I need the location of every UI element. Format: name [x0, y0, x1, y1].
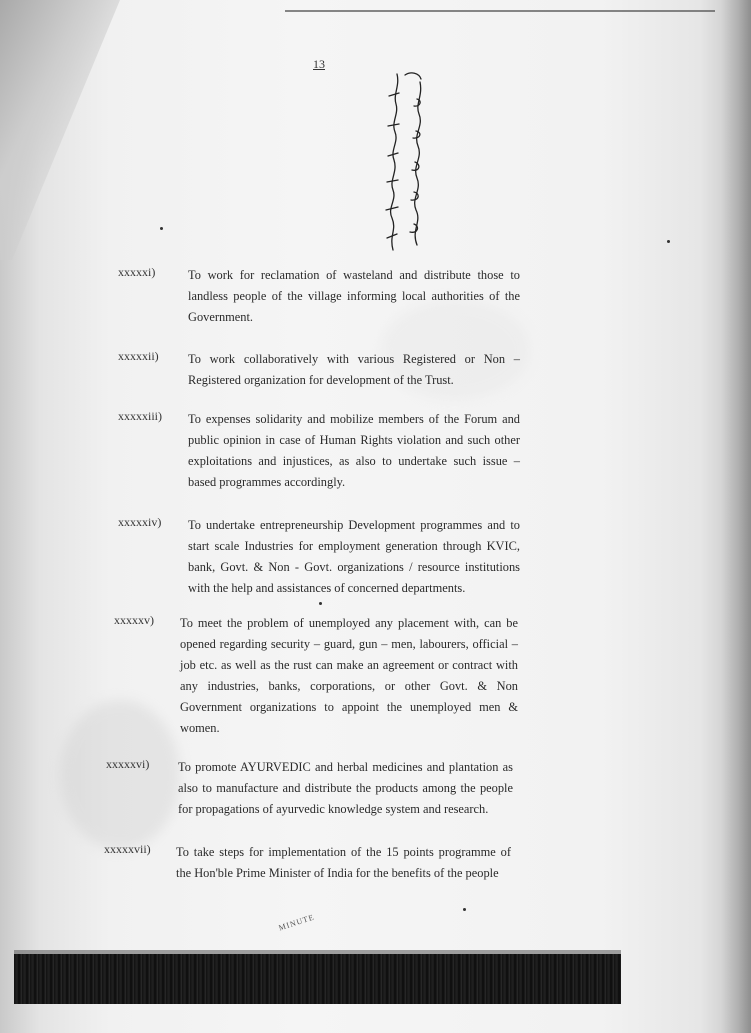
item-text: To expenses solidarity and mobilize members of the Forum and public opinion in case of Human Rights violation and such other exploitations and injustices, as also to undertake such issue – based programmes accordingly. — [188, 412, 520, 489]
handwritten-signature — [375, 60, 435, 260]
speck — [319, 602, 322, 605]
speck — [160, 227, 163, 230]
faint-stamp-mark — [60, 700, 180, 850]
item-text: To work for reclamation of wasteland and distribute those to landless people of the village informing local authorities of the Government. — [188, 268, 520, 324]
item-text: To undertake entrepreneurship Development programmes and to start scale Industries for employment generation through KVIC, bank, Govt. & Non - Govt. organizations / resource institutions with the help and assistances of concerned departments. — [188, 518, 520, 595]
item-number: xxxxxvi) — [106, 757, 150, 771]
speck — [667, 240, 670, 243]
item-text: To work collaboratively with various Registered or Non – Registered organization for development of the Trust. — [188, 352, 520, 387]
scan-dark-bar — [14, 954, 621, 1004]
item-text: To promote AYURVEDIC and herbal medicines and plantation as also to manufacture and distribute the products among the people for propagations of ayurvedic knowledge system and research. — [178, 760, 513, 816]
item-number: xxxxxv) — [114, 613, 154, 627]
page-fold-shadow — [0, 0, 120, 260]
item-number: xxxxxiii) — [118, 409, 162, 423]
item-text: To take steps for implementation of the 15 points programme of the Hon'ble Prime Minister of India for the benefits of the people — [176, 845, 511, 880]
top-edge-line — [285, 10, 715, 12]
item-number: xxxxxi) — [118, 265, 156, 279]
item-number: xxxxxiv) — [118, 515, 162, 529]
binding-edge-shadow — [721, 0, 751, 1033]
page-number: 13 — [313, 57, 325, 71]
item-number: xxxxxii) — [118, 349, 159, 363]
stamp-mark: MINUTE — [277, 912, 316, 933]
speck — [463, 908, 466, 911]
item-number: xxxxxvii) — [104, 842, 151, 856]
item-text: To meet the problem of unemployed any placement with, can be opened regarding security – guard, gun – men, labourers, official – job etc. as well as the rust can make an agreement or contract with any industries, banks, corporations, or other Govt. & Non Government organizations to appoint the unemployed men & women. — [180, 616, 518, 735]
